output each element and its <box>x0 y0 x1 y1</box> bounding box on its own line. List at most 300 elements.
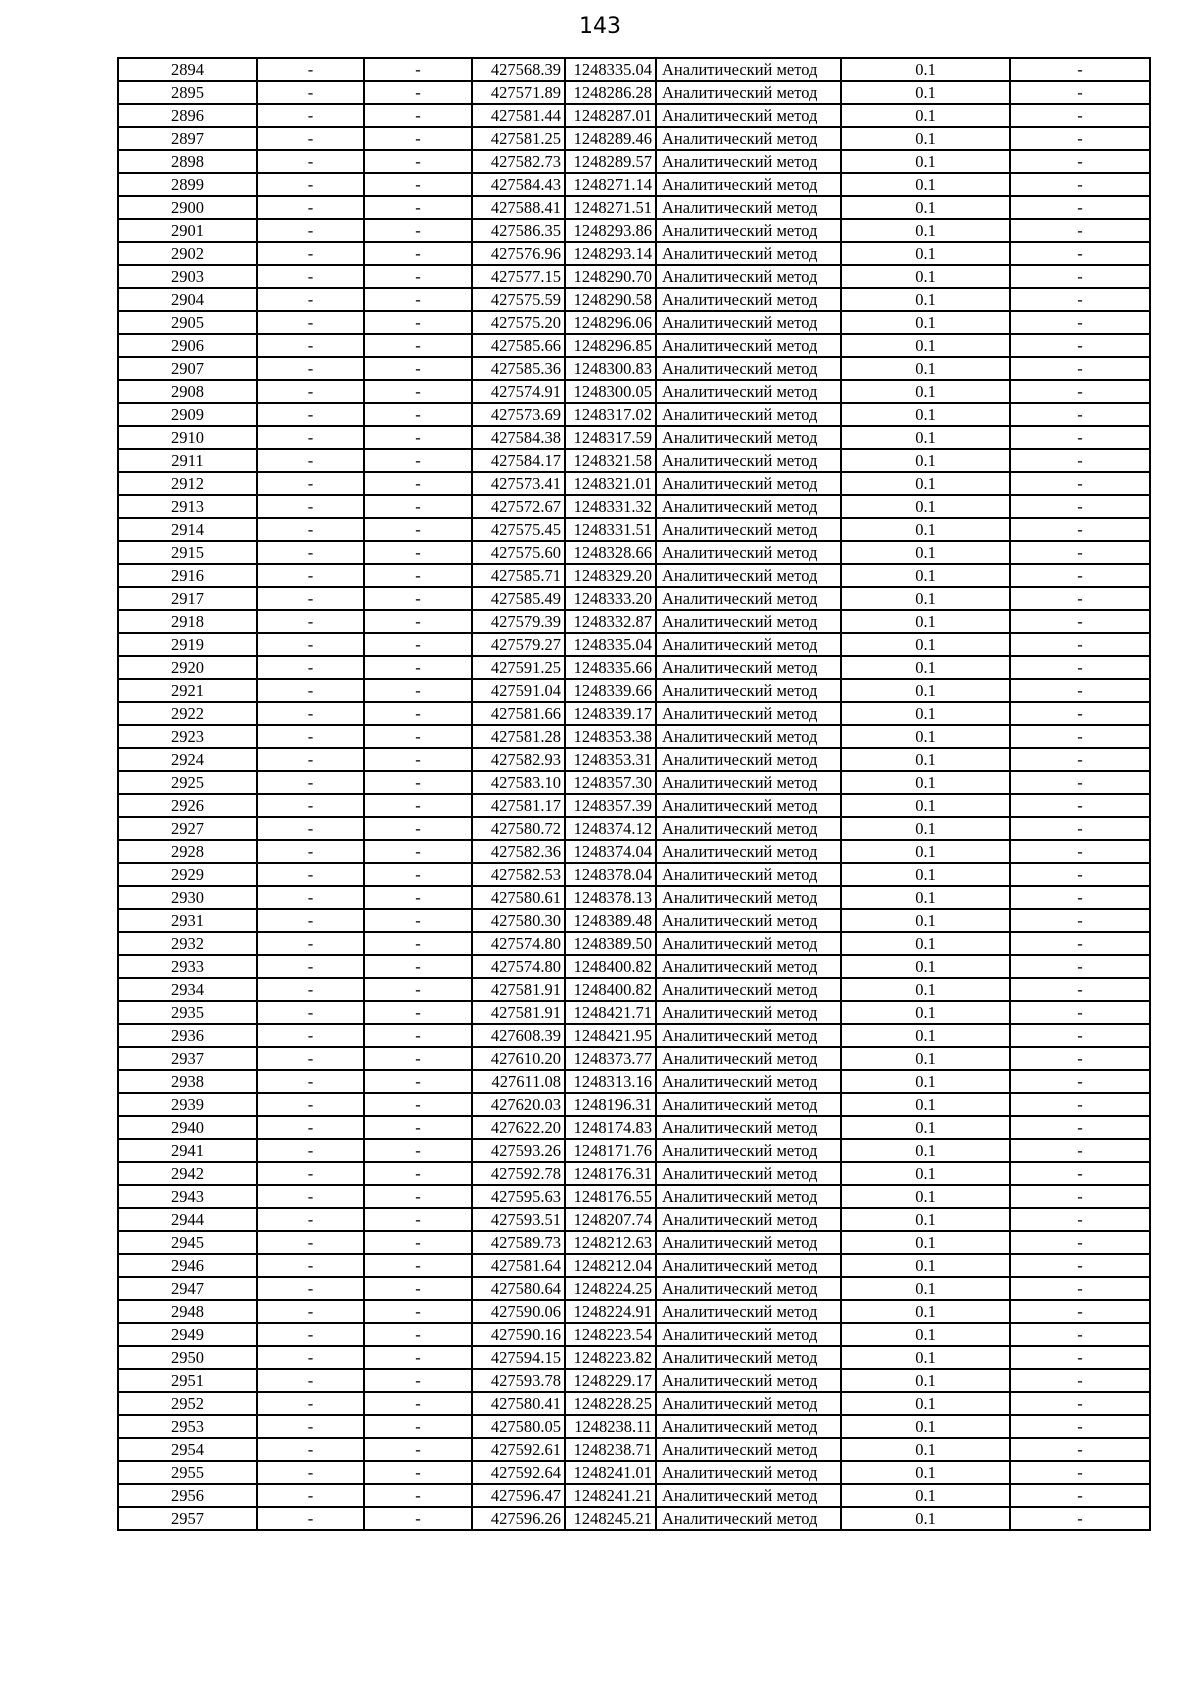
dash-cell-c: - <box>1010 311 1150 334</box>
dash-cell-a: - <box>257 1484 364 1507</box>
x-coordinate-cell: 427581.44 <box>472 104 565 127</box>
dash-cell-a: - <box>257 403 364 426</box>
x-coordinate-cell: 427591.25 <box>472 656 565 679</box>
dash-cell-b: - <box>364 1415 472 1438</box>
dash-cell-c: - <box>1010 1507 1150 1530</box>
y-coordinate-cell: 1248229.17 <box>565 1369 656 1392</box>
row-number-cell: 2923 <box>118 725 257 748</box>
row-number-cell: 2928 <box>118 840 257 863</box>
x-coordinate-cell: 427593.78 <box>472 1369 565 1392</box>
y-coordinate-cell: 1248378.04 <box>565 863 656 886</box>
y-coordinate-cell: 1248212.04 <box>565 1254 656 1277</box>
table-row <box>118 242 1150 265</box>
dash-cell-c: - <box>1010 1093 1150 1116</box>
dash-cell-b: - <box>364 955 472 978</box>
y-coordinate-cell: 1248317.02 <box>565 403 656 426</box>
method-cell: Аналитический метод <box>656 334 841 357</box>
y-coordinate-cell: 1248373.77 <box>565 1047 656 1070</box>
method-cell: Аналитический метод <box>656 725 841 748</box>
dash-cell-c: - <box>1010 1139 1150 1162</box>
accuracy-cell: 0.1 <box>841 633 1010 656</box>
dash-cell-a: - <box>257 725 364 748</box>
accuracy-cell: 0.1 <box>841 587 1010 610</box>
dash-cell-b: - <box>364 1001 472 1024</box>
x-coordinate-cell: 427580.30 <box>472 909 565 932</box>
dash-cell-b: - <box>364 702 472 725</box>
method-cell: Аналитический метод <box>656 886 841 909</box>
y-coordinate-cell: 1248421.71 <box>565 1001 656 1024</box>
x-coordinate-cell: 427582.53 <box>472 863 565 886</box>
dash-cell-b: - <box>364 380 472 403</box>
dash-cell-c: - <box>1010 58 1150 81</box>
y-coordinate-cell: 1248271.14 <box>565 173 656 196</box>
x-coordinate-cell: 427585.36 <box>472 357 565 380</box>
dash-cell-b: - <box>364 173 472 196</box>
table-row <box>118 955 1150 978</box>
row-number-cell: 2925 <box>118 771 257 794</box>
dash-cell-b: - <box>364 863 472 886</box>
dash-cell-b: - <box>364 81 472 104</box>
accuracy-cell: 0.1 <box>841 449 1010 472</box>
accuracy-cell: 0.1 <box>841 357 1010 380</box>
dash-cell-b: - <box>364 403 472 426</box>
row-number-cell: 2932 <box>118 932 257 955</box>
y-coordinate-cell: 1248245.21 <box>565 1507 656 1530</box>
dash-cell-a: - <box>257 1001 364 1024</box>
x-coordinate-cell: 427575.20 <box>472 311 565 334</box>
dash-cell-a: - <box>257 1231 364 1254</box>
method-cell: Аналитический метод <box>656 1507 841 1530</box>
dash-cell-c: - <box>1010 771 1150 794</box>
dash-cell-c: - <box>1010 242 1150 265</box>
coordinates-table <box>117 57 1151 1531</box>
dash-cell-c: - <box>1010 748 1150 771</box>
dash-cell-b: - <box>364 104 472 127</box>
x-coordinate-cell: 427580.05 <box>472 1415 565 1438</box>
x-coordinate-cell: 427572.67 <box>472 495 565 518</box>
dash-cell-c: - <box>1010 1346 1150 1369</box>
dash-cell-b: - <box>364 587 472 610</box>
dash-cell-a: - <box>257 311 364 334</box>
method-cell: Аналитический метод <box>656 541 841 564</box>
x-coordinate-cell: 427608.39 <box>472 1024 565 1047</box>
dash-cell-c: - <box>1010 633 1150 656</box>
y-coordinate-cell: 1248421.95 <box>565 1024 656 1047</box>
table-row <box>118 1369 1150 1392</box>
table-row <box>118 725 1150 748</box>
dash-cell-b: - <box>364 219 472 242</box>
y-coordinate-cell: 1248374.04 <box>565 840 656 863</box>
accuracy-cell: 0.1 <box>841 610 1010 633</box>
y-coordinate-cell: 1248335.66 <box>565 656 656 679</box>
dash-cell-b: - <box>364 242 472 265</box>
dash-cell-a: - <box>257 495 364 518</box>
dash-cell-b: - <box>364 1116 472 1139</box>
accuracy-cell: 0.1 <box>841 58 1010 81</box>
dash-cell-b: - <box>364 909 472 932</box>
table-row <box>118 495 1150 518</box>
dash-cell-c: - <box>1010 1047 1150 1070</box>
accuracy-cell: 0.1 <box>841 541 1010 564</box>
row-number-cell: 2899 <box>118 173 257 196</box>
dash-cell-b: - <box>364 1208 472 1231</box>
x-coordinate-cell: 427581.91 <box>472 978 565 1001</box>
table-row <box>118 334 1150 357</box>
method-cell: Аналитический метод <box>656 1208 841 1231</box>
row-number-cell: 2909 <box>118 403 257 426</box>
dash-cell-a: - <box>257 1461 364 1484</box>
dash-cell-b: - <box>364 886 472 909</box>
method-cell: Аналитический метод <box>656 1070 841 1093</box>
x-coordinate-cell: 427584.43 <box>472 173 565 196</box>
x-coordinate-cell: 427581.28 <box>472 725 565 748</box>
y-coordinate-cell: 1248176.55 <box>565 1185 656 1208</box>
x-coordinate-cell: 427581.91 <box>472 1001 565 1024</box>
dash-cell-b: - <box>364 311 472 334</box>
dash-cell-a: - <box>257 748 364 771</box>
dash-cell-a: - <box>257 58 364 81</box>
dash-cell-b: - <box>364 265 472 288</box>
y-coordinate-cell: 1248207.74 <box>565 1208 656 1231</box>
dash-cell-b: - <box>364 932 472 955</box>
dash-cell-c: - <box>1010 334 1150 357</box>
method-cell: Аналитический метод <box>656 127 841 150</box>
dash-cell-a: - <box>257 426 364 449</box>
x-coordinate-cell: 427594.15 <box>472 1346 565 1369</box>
dash-cell-a: - <box>257 1139 364 1162</box>
y-coordinate-cell: 1248335.04 <box>565 633 656 656</box>
x-coordinate-cell: 427585.66 <box>472 334 565 357</box>
row-number-cell: 2907 <box>118 357 257 380</box>
dash-cell-a: - <box>257 587 364 610</box>
y-coordinate-cell: 1248335.04 <box>565 58 656 81</box>
table-row <box>118 1070 1150 1093</box>
x-coordinate-cell: 427581.17 <box>472 794 565 817</box>
dash-cell-b: - <box>364 1024 472 1047</box>
dash-cell-b: - <box>364 1461 472 1484</box>
dash-cell-a: - <box>257 150 364 173</box>
accuracy-cell: 0.1 <box>841 81 1010 104</box>
accuracy-cell: 0.1 <box>841 196 1010 219</box>
accuracy-cell: 0.1 <box>841 1392 1010 1415</box>
dash-cell-b: - <box>364 978 472 1001</box>
accuracy-cell: 0.1 <box>841 1070 1010 1093</box>
dash-cell-c: - <box>1010 196 1150 219</box>
y-coordinate-cell: 1248174.83 <box>565 1116 656 1139</box>
x-coordinate-cell: 427577.15 <box>472 265 565 288</box>
accuracy-cell: 0.1 <box>841 840 1010 863</box>
table-body <box>118 58 1150 1530</box>
dash-cell-b: - <box>364 1369 472 1392</box>
x-coordinate-cell: 427581.64 <box>472 1254 565 1277</box>
accuracy-cell: 0.1 <box>841 932 1010 955</box>
y-coordinate-cell: 1248357.39 <box>565 794 656 817</box>
accuracy-cell: 0.1 <box>841 1047 1010 1070</box>
y-coordinate-cell: 1248378.13 <box>565 886 656 909</box>
table-row <box>118 909 1150 932</box>
dash-cell-b: - <box>364 1346 472 1369</box>
dash-cell-a: - <box>257 1208 364 1231</box>
dash-cell-a: - <box>257 978 364 1001</box>
table-row <box>118 1392 1150 1415</box>
accuracy-cell: 0.1 <box>841 426 1010 449</box>
accuracy-cell: 0.1 <box>841 1254 1010 1277</box>
x-coordinate-cell: 427590.06 <box>472 1300 565 1323</box>
y-coordinate-cell: 1248333.20 <box>565 587 656 610</box>
x-coordinate-cell: 427580.64 <box>472 1277 565 1300</box>
accuracy-cell: 0.1 <box>841 1139 1010 1162</box>
method-cell: Аналитический метод <box>656 357 841 380</box>
y-coordinate-cell: 1248224.25 <box>565 1277 656 1300</box>
dash-cell-c: - <box>1010 1415 1150 1438</box>
dash-cell-c: - <box>1010 127 1150 150</box>
dash-cell-b: - <box>364 1139 472 1162</box>
dash-cell-c: - <box>1010 1277 1150 1300</box>
method-cell: Аналитический метод <box>656 1093 841 1116</box>
dash-cell-c: - <box>1010 472 1150 495</box>
method-cell: Аналитический метод <box>656 1484 841 1507</box>
x-coordinate-cell: 427610.20 <box>472 1047 565 1070</box>
row-number-cell: 2929 <box>118 863 257 886</box>
dash-cell-c: - <box>1010 1438 1150 1461</box>
accuracy-cell: 0.1 <box>841 1507 1010 1530</box>
dash-cell-a: - <box>257 1047 364 1070</box>
dash-cell-c: - <box>1010 426 1150 449</box>
y-coordinate-cell: 1248212.63 <box>565 1231 656 1254</box>
x-coordinate-cell: 427588.41 <box>472 196 565 219</box>
dash-cell-c: - <box>1010 1024 1150 1047</box>
dash-cell-b: - <box>364 1507 472 1530</box>
dash-cell-c: - <box>1010 564 1150 587</box>
table-row <box>118 127 1150 150</box>
method-cell: Аналитический метод <box>656 794 841 817</box>
dash-cell-c: - <box>1010 656 1150 679</box>
method-cell: Аналитический метод <box>656 633 841 656</box>
table-row <box>118 311 1150 334</box>
x-coordinate-cell: 427596.47 <box>472 1484 565 1507</box>
x-coordinate-cell: 427573.41 <box>472 472 565 495</box>
dash-cell-c: - <box>1010 1116 1150 1139</box>
x-coordinate-cell: 427574.80 <box>472 955 565 978</box>
row-number-cell: 2934 <box>118 978 257 1001</box>
accuracy-cell: 0.1 <box>841 495 1010 518</box>
y-coordinate-cell: 1248353.31 <box>565 748 656 771</box>
row-number-cell: 2955 <box>118 1461 257 1484</box>
x-coordinate-cell: 427571.89 <box>472 81 565 104</box>
accuracy-cell: 0.1 <box>841 127 1010 150</box>
accuracy-cell: 0.1 <box>841 150 1010 173</box>
dash-cell-a: - <box>257 771 364 794</box>
y-coordinate-cell: 1248313.16 <box>565 1070 656 1093</box>
dash-cell-a: - <box>257 633 364 656</box>
row-number-cell: 2940 <box>118 1116 257 1139</box>
row-number-cell: 2936 <box>118 1024 257 1047</box>
row-number-cell: 2922 <box>118 702 257 725</box>
dash-cell-a: - <box>257 196 364 219</box>
x-coordinate-cell: 427573.69 <box>472 403 565 426</box>
page-number: 143 <box>579 14 621 39</box>
accuracy-cell: 0.1 <box>841 288 1010 311</box>
dash-cell-b: - <box>364 1185 472 1208</box>
method-cell: Аналитический метод <box>656 932 841 955</box>
y-coordinate-cell: 1248293.86 <box>565 219 656 242</box>
dash-cell-c: - <box>1010 1070 1150 1093</box>
row-number-cell: 2951 <box>118 1369 257 1392</box>
method-cell: Аналитический метод <box>656 1300 841 1323</box>
x-coordinate-cell: 427592.61 <box>472 1438 565 1461</box>
table-row <box>118 449 1150 472</box>
method-cell: Аналитический метод <box>656 1438 841 1461</box>
method-cell: Аналитический метод <box>656 311 841 334</box>
accuracy-cell: 0.1 <box>841 1231 1010 1254</box>
y-coordinate-cell: 1248331.51 <box>565 518 656 541</box>
dash-cell-b: - <box>364 449 472 472</box>
x-coordinate-cell: 427590.16 <box>472 1323 565 1346</box>
dash-cell-c: - <box>1010 1300 1150 1323</box>
dash-cell-c: - <box>1010 403 1150 426</box>
table-row <box>118 817 1150 840</box>
dash-cell-b: - <box>364 1162 472 1185</box>
y-coordinate-cell: 1248241.21 <box>565 1484 656 1507</box>
dash-cell-a: - <box>257 840 364 863</box>
method-cell: Аналитический метод <box>656 495 841 518</box>
dash-cell-c: - <box>1010 1484 1150 1507</box>
dash-cell-a: - <box>257 518 364 541</box>
dash-cell-b: - <box>364 1093 472 1116</box>
row-number-cell: 2941 <box>118 1139 257 1162</box>
dash-cell-c: - <box>1010 1461 1150 1484</box>
y-coordinate-cell: 1248317.59 <box>565 426 656 449</box>
y-coordinate-cell: 1248328.66 <box>565 541 656 564</box>
dash-cell-a: - <box>257 242 364 265</box>
y-coordinate-cell: 1248223.54 <box>565 1323 656 1346</box>
dash-cell-a: - <box>257 1300 364 1323</box>
method-cell: Аналитический метод <box>656 702 841 725</box>
table-row <box>118 1300 1150 1323</box>
dash-cell-b: - <box>364 817 472 840</box>
accuracy-cell: 0.1 <box>841 219 1010 242</box>
accuracy-cell: 0.1 <box>841 1323 1010 1346</box>
dash-cell-c: - <box>1010 81 1150 104</box>
accuracy-cell: 0.1 <box>841 1277 1010 1300</box>
dash-cell-b: - <box>364 633 472 656</box>
dash-cell-c: - <box>1010 1323 1150 1346</box>
dash-cell-b: - <box>364 840 472 863</box>
x-coordinate-cell: 427579.27 <box>472 633 565 656</box>
x-coordinate-cell: 427581.66 <box>472 702 565 725</box>
dash-cell-b: - <box>364 564 472 587</box>
method-cell: Аналитический метод <box>656 1392 841 1415</box>
method-cell: Аналитический метод <box>656 1047 841 1070</box>
row-number-cell: 2919 <box>118 633 257 656</box>
y-coordinate-cell: 1248331.32 <box>565 495 656 518</box>
method-cell: Аналитический метод <box>656 58 841 81</box>
method-cell: Аналитический метод <box>656 1001 841 1024</box>
row-number-cell: 2916 <box>118 564 257 587</box>
method-cell: Аналитический метод <box>656 1254 841 1277</box>
y-coordinate-cell: 1248400.82 <box>565 978 656 1001</box>
row-number-cell: 2952 <box>118 1392 257 1415</box>
table-row <box>118 357 1150 380</box>
table-row <box>118 104 1150 127</box>
y-coordinate-cell: 1248228.25 <box>565 1392 656 1415</box>
row-number-cell: 2947 <box>118 1277 257 1300</box>
x-coordinate-cell: 427622.20 <box>472 1116 565 1139</box>
dash-cell-a: - <box>257 219 364 242</box>
row-number-cell: 2896 <box>118 104 257 127</box>
dash-cell-b: - <box>364 541 472 564</box>
table-row <box>118 1415 1150 1438</box>
dash-cell-a: - <box>257 702 364 725</box>
accuracy-cell: 0.1 <box>841 311 1010 334</box>
dash-cell-b: - <box>364 1323 472 1346</box>
accuracy-cell: 0.1 <box>841 1415 1010 1438</box>
table-row <box>118 1507 1150 1530</box>
y-coordinate-cell: 1248223.82 <box>565 1346 656 1369</box>
method-cell: Аналитический метод <box>656 1461 841 1484</box>
x-coordinate-cell: 427589.73 <box>472 1231 565 1254</box>
dash-cell-c: - <box>1010 610 1150 633</box>
method-cell: Аналитический метод <box>656 1323 841 1346</box>
dash-cell-b: - <box>364 357 472 380</box>
method-cell: Аналитический метод <box>656 380 841 403</box>
dash-cell-a: - <box>257 817 364 840</box>
row-number-cell: 2918 <box>118 610 257 633</box>
y-coordinate-cell: 1248353.38 <box>565 725 656 748</box>
y-coordinate-cell: 1248224.91 <box>565 1300 656 1323</box>
row-number-cell: 2901 <box>118 219 257 242</box>
x-coordinate-cell: 427575.45 <box>472 518 565 541</box>
y-coordinate-cell: 1248293.14 <box>565 242 656 265</box>
accuracy-cell: 0.1 <box>841 1208 1010 1231</box>
table-row <box>118 1047 1150 1070</box>
row-number-cell: 2911 <box>118 449 257 472</box>
table-row <box>118 1208 1150 1231</box>
dash-cell-a: - <box>257 472 364 495</box>
y-coordinate-cell: 1248296.06 <box>565 311 656 334</box>
x-coordinate-cell: 427580.61 <box>472 886 565 909</box>
method-cell: Аналитический метод <box>656 1415 841 1438</box>
table-row <box>118 58 1150 81</box>
y-coordinate-cell: 1248339.66 <box>565 679 656 702</box>
row-number-cell: 2946 <box>118 1254 257 1277</box>
accuracy-cell: 0.1 <box>841 265 1010 288</box>
table-row <box>118 173 1150 196</box>
table-row <box>118 1254 1150 1277</box>
y-coordinate-cell: 1248289.57 <box>565 150 656 173</box>
x-coordinate-cell: 427580.41 <box>472 1392 565 1415</box>
method-cell: Аналитический метод <box>656 610 841 633</box>
row-number-cell: 2902 <box>118 242 257 265</box>
x-coordinate-cell: 427568.39 <box>472 58 565 81</box>
method-cell: Аналитический метод <box>656 150 841 173</box>
dash-cell-c: - <box>1010 173 1150 196</box>
method-cell: Аналитический метод <box>656 104 841 127</box>
row-number-cell: 2913 <box>118 495 257 518</box>
accuracy-cell: 0.1 <box>841 886 1010 909</box>
x-coordinate-cell: 427583.10 <box>472 771 565 794</box>
row-number-cell: 2935 <box>118 1001 257 1024</box>
accuracy-cell: 0.1 <box>841 817 1010 840</box>
y-coordinate-cell: 1248196.31 <box>565 1093 656 1116</box>
row-number-cell: 2910 <box>118 426 257 449</box>
dash-cell-a: - <box>257 173 364 196</box>
method-cell: Аналитический метод <box>656 955 841 978</box>
method-cell: Аналитический метод <box>656 449 841 472</box>
dash-cell-a: - <box>257 449 364 472</box>
dash-cell-c: - <box>1010 449 1150 472</box>
method-cell: Аналитический метод <box>656 909 841 932</box>
